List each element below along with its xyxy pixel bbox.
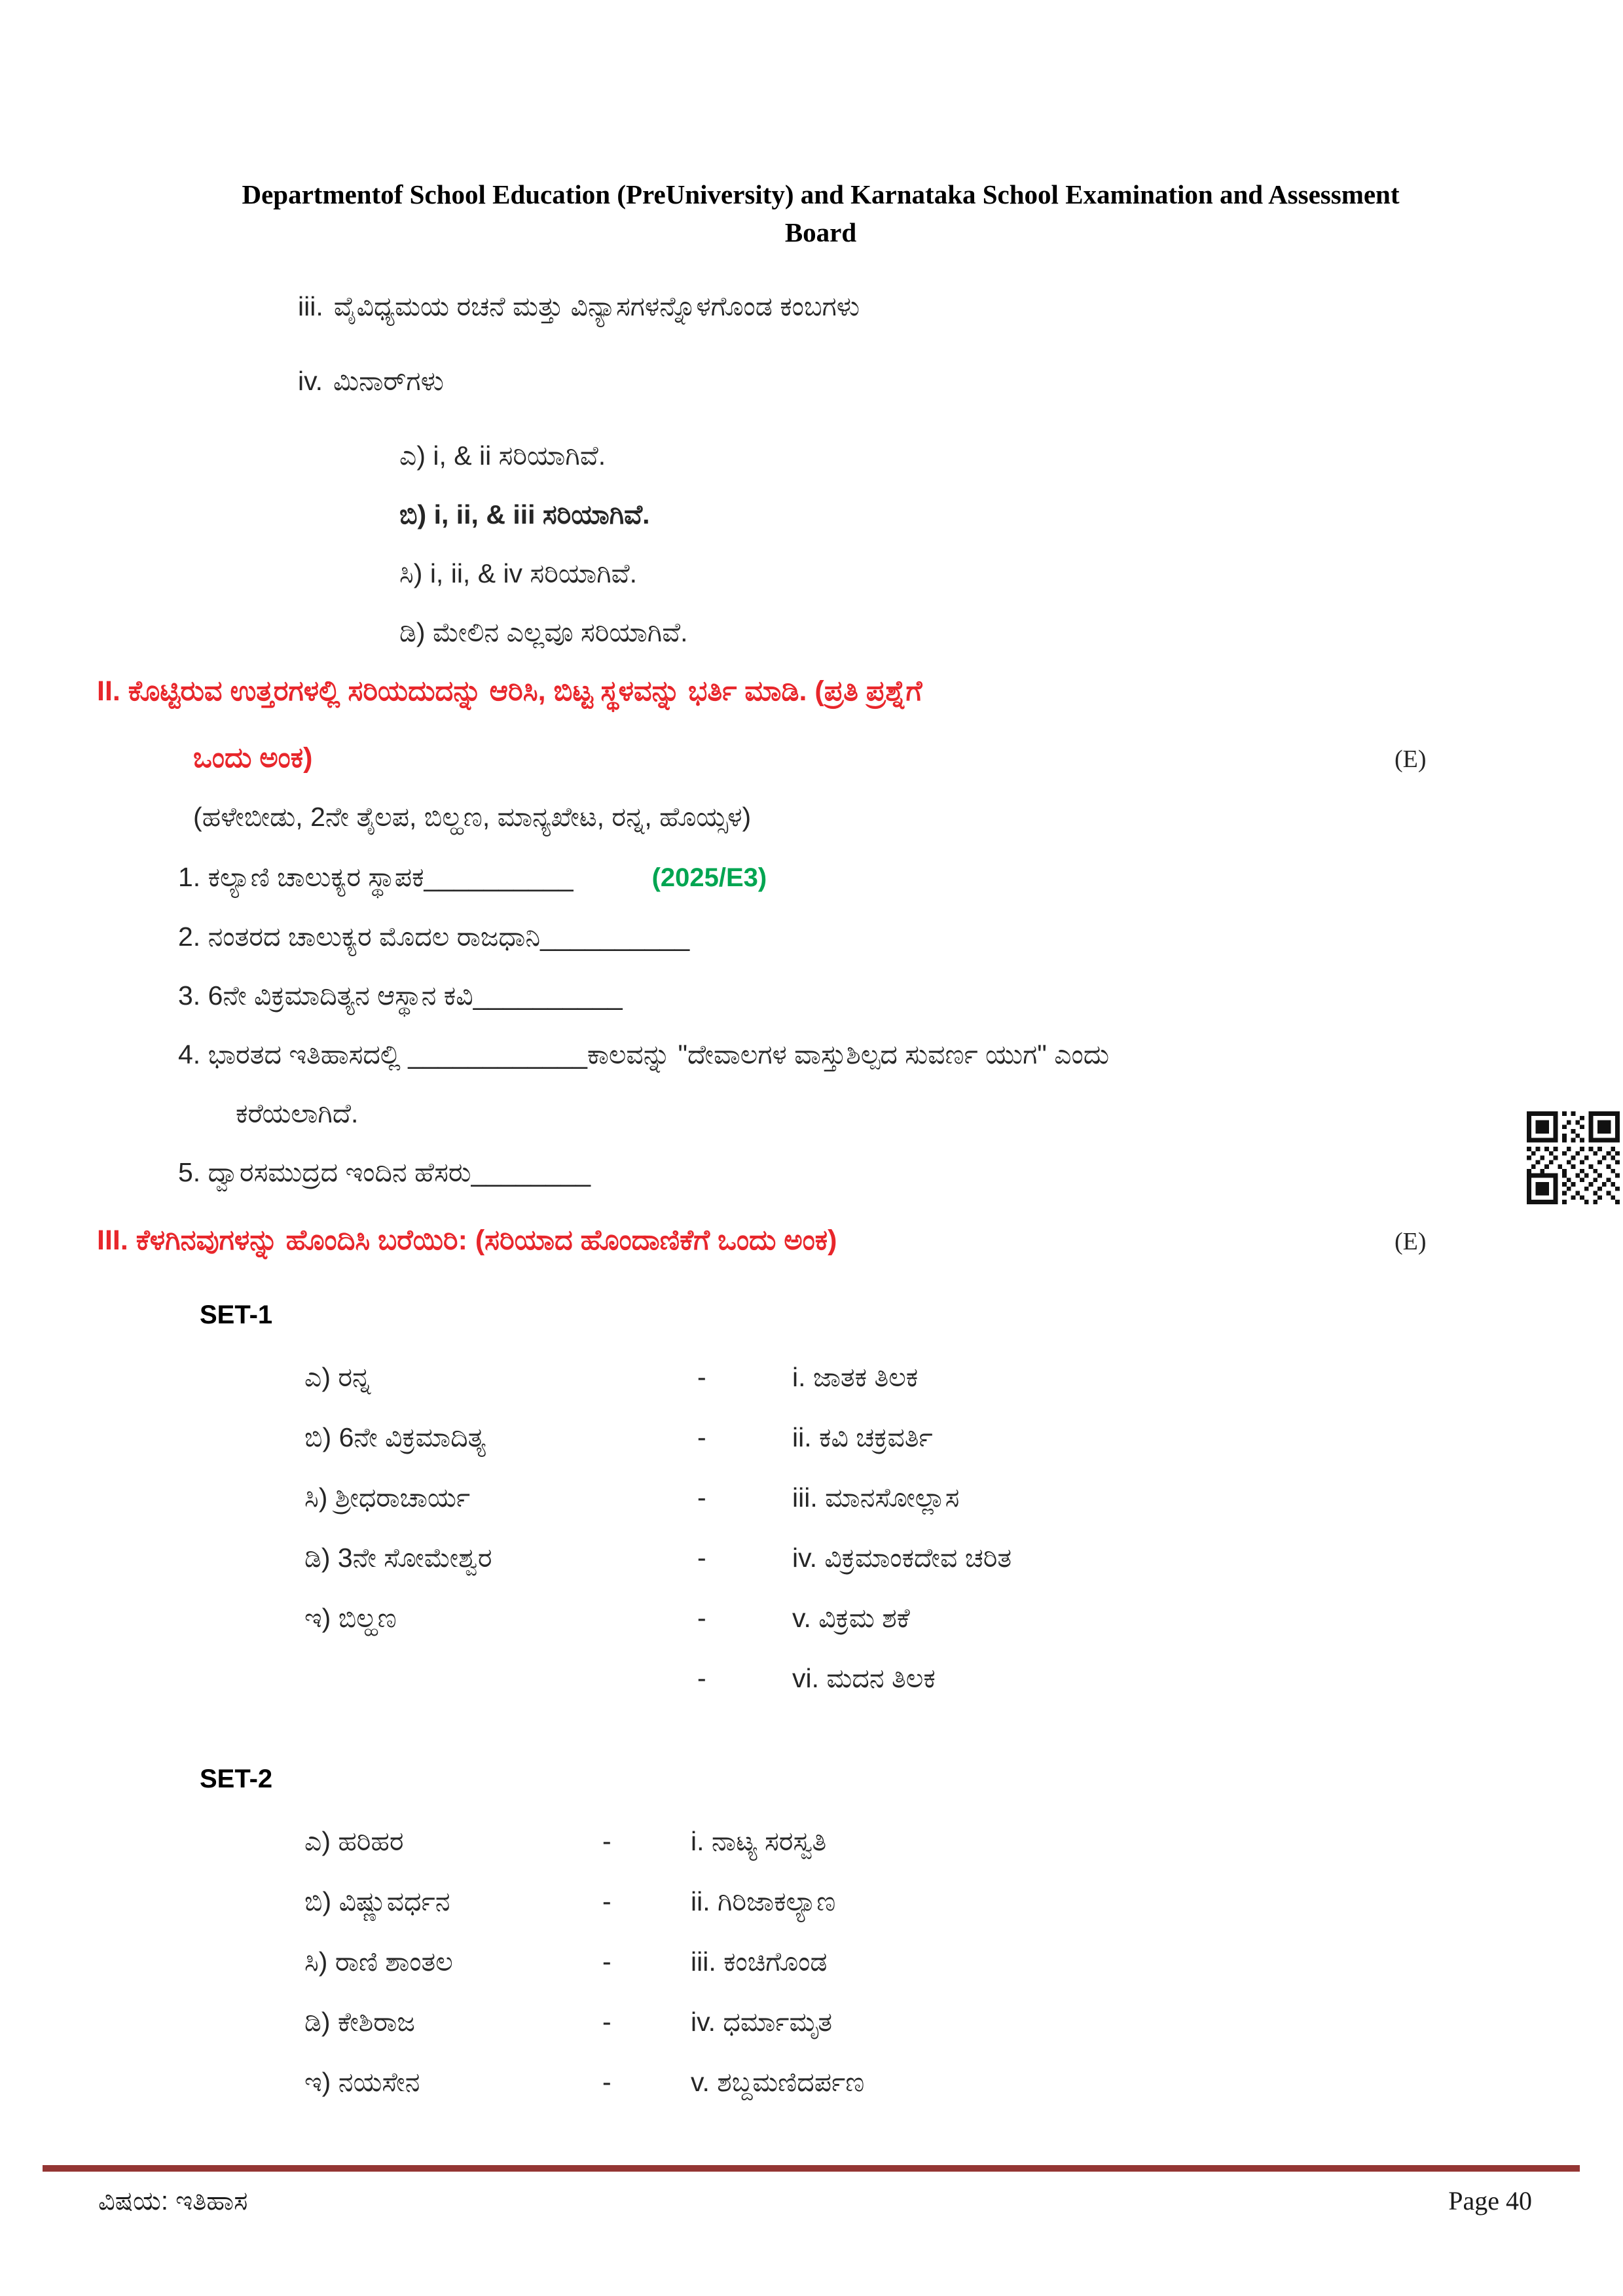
year-tag: (2025/E3) [651,863,767,892]
match-dash: - [697,1603,706,1633]
match-left: ಇ) ಬಿಲ್ಹಣ [304,1603,397,1633]
statement-text: ವೈವಿಧ್ಯಮಯ ರಚನೆ ಮತ್ತು ವಿನ್ಯಾಸಗಳನ್ನೊಳಗೊಂಡ ಕಂಬಗಳು [333,291,860,321]
fill-in-question-5: 5. ದ್ವಾರಸಮುದ್ರದ ಇಂದಿನ ಹೆಸರು________ [178,1157,591,1187]
page-footer [98,2183,1532,2219]
section2-heading-line2: ಒಂದು ಅಂಕ) [193,742,313,774]
match-dash: - [697,1362,706,1392]
match-left: ಎ) ರನ್ನ [304,1362,371,1392]
fill-in-question-2: 2. ನಂತರದ ಚಾಲುಕ್ಯರ ಮೊದಲ ರಾಜಧಾನಿ__________ [178,922,690,952]
set2-match-table [304,1823,1544,2100]
mcq-option-b-answer: ಬಿ) i, ii, & iii ಸರಿಯಾಗಿವೆ. [399,499,650,529]
match-dash: - [697,1482,706,1513]
match-left: ಎ) ಹರಿಹರ [304,1826,404,1856]
match-row [304,1943,1544,1980]
match-dash: - [602,1826,611,1856]
section3-medium-marker: (E) [1395,1228,1427,1255]
match-right: ii. ಗಿರಿಜಾಕಲ್ಯಾಣ [691,1886,836,1916]
match-left: ಡಿ) 3ನೇ ಸೋಮೇಶ್ವರ [304,1543,492,1573]
match-left [304,1660,697,1696]
match-left: ಸಿ) ರಾಣಿ ಶಾಂತಲ [304,1946,453,1977]
match-dash: - [697,1663,706,1693]
section2-heading-line2-row [97,740,1544,776]
footer-divider-bar [43,2165,1580,2172]
section2-word-bank: (ಹಳೇಬೀಡು, 2ನೇ ತೈಲಪ, ಬಿಲ್ಹಣ, ಮಾನ್ಯಖೇಟ, ರನ್ನ, ಹೊಯ್ಸಳ) [193,802,752,832]
section2-questions [178,859,1544,1191]
section3-heading: III. ಕೆಳಗಿನವುಗಳನ್ನು ಹೊಂದಿಸಿ ಬರೆಯಿರಿ: (ಸರಿಯಾದ ಹೊಂದಾಣಿಕೆಗೆ ಒಂದು ಅಂಕ) [97,1225,837,1256]
match-right: iv. ವಿಕ್ರಮಾಂಕದೇವ ಚರಿತ [792,1543,1012,1573]
match-row [304,1419,1544,1456]
set1-match-table [304,1359,1544,1696]
match-left: ಬಿ) ವಿಷ್ಣುವರ್ಧನ [304,1886,450,1916]
match-dash: - [602,1946,611,1977]
match-right: iii. ಕಂಚಿಗೊಂಡ [691,1946,828,1977]
match-dash: - [697,1422,706,1452]
match-dash: - [697,1543,706,1573]
match-right: iv. ಧರ್ಮಾಮೃತ [691,2007,833,2037]
mcq-option-d: ಡಿ) ಮೇಲಿನ ಎಲ್ಲವೂ ಸರಿಯಾಗಿವೆ. [399,617,688,647]
footer-subject: ವಿಷಯ: ಇತಿಹಾಸ [98,2187,248,2215]
match-right: iii. ಮಾನಸೋಲ್ಲಾಸ [792,1482,960,1513]
set2-label: SET-2 [200,1765,273,1793]
match-row [304,1479,1544,1516]
match-dash: - [602,2007,611,2037]
section3-heading-row [97,1222,1544,1259]
match-row [304,1600,1544,1636]
match-right: vi. ಮದನ ತಿಲಕ [792,1663,936,1693]
section2-heading [97,673,1544,776]
match-left: ಬಿ) 6ನೇ ವಿಕ್ರಮಾದಿತ್ಯ [304,1422,486,1452]
fill-in-question-4-line2: ಕರೆಯಲಾಗಿದೆ. [236,1098,359,1128]
match-row [304,1883,1544,1920]
fill-in-question-4-line1: 4. ಭಾರತದ ಇತಿಹಾಸದಲ್ಲಿ ____________ಕಾಲವನ್ನು "ದೇವಾಲಗಳ ವಾಸ್ತುಶಿಲ್ಪದ ಸುವರ್ಣ ಯುಗ" ಎಂದು [178,1039,1110,1069]
mcq-option-c: ಸಿ) i, ii, & iv ಸರಿಯಾಗಿವೆ. [399,558,638,588]
page-header [97,175,1544,251]
section2-medium-marker: (E) [1395,745,1427,773]
match-right: v. ಶಬ್ದಮಣಿದರ್ಪಣ [691,2067,865,2097]
statement-label: iv. [298,366,323,396]
mcq-statement-list [298,288,1544,399]
statement-label: iii. [298,291,323,321]
fill-in-question-3: 3. 6ನೇ ವಿಕ್ರಮಾದಿತ್ಯನ ಆಸ್ಥಾನ ಕವಿ__________ [178,980,623,1011]
question-text: 1. ಕಲ್ಯಾಣಿ ಚಾಲುಕ್ಯರ ಸ್ಥಾಪಕ__________ [178,862,574,892]
mcq-option-a: ಎ) i, & ii ಸರಿಯಾಗಿವೆ. [399,440,606,471]
header-line1: Departmentof School Education (PreUniversity) and Karnataka School Examination and Assessment [242,179,1400,209]
footer-page-number: Page 40 [1448,2186,1532,2215]
qr-code [1527,1111,1620,1204]
match-right: ii. ಕವಿ ಚಕ್ರವರ್ತಿ [792,1422,933,1452]
match-row [304,1660,1544,1696]
match-row [304,2003,1544,2040]
match-row [304,1359,1544,1395]
match-right: i. ಜಾತಕ ತಿಲಕ [792,1362,919,1392]
fill-in-question-1 [178,859,1544,896]
match-row [304,1823,1544,1859]
mcq-statement-iii [298,288,1544,325]
match-right: i. ನಾಟ್ಯ ಸರಸ್ವತಿ [691,1826,827,1856]
match-dash: - [602,2067,611,2097]
match-left: ಡಿ) ಕೇಶಿರಾಜ [304,2007,415,2037]
match-row [304,2064,1544,2100]
statement-text: ಮಿನಾರ್‌ಗಳು [333,366,444,396]
header-line2: Board [784,217,857,247]
set1-label: SET-1 [200,1300,273,1329]
section2-heading-line1: II. ಕೊಟ್ಟಿರುವ ಉತ್ತರಗಳಲ್ಲಿ ಸರಿಯದುದನ್ನು ಆರಿಸಿ, ಬಿಟ್ಟ ಸ್ಥಳವನ್ನು ಭರ್ತಿ ಮಾಡಿ. (ಪ್ರತಿ ಪ್ರಶ್ನೆಗೆ [97,675,922,707]
match-right: v. ವಿಕ್ರಮ ಶಕೆ [792,1603,910,1633]
mcq-options [399,437,1544,651]
mcq-statement-iv [298,363,1544,399]
match-left: ಇ) ನಯಸೇನ [304,2067,420,2097]
match-left: ಸಿ) ಶ್ರೀಧರಾಚಾರ್ಯ [304,1482,471,1513]
match-row [304,1539,1544,1576]
match-dash: - [602,1886,611,1916]
